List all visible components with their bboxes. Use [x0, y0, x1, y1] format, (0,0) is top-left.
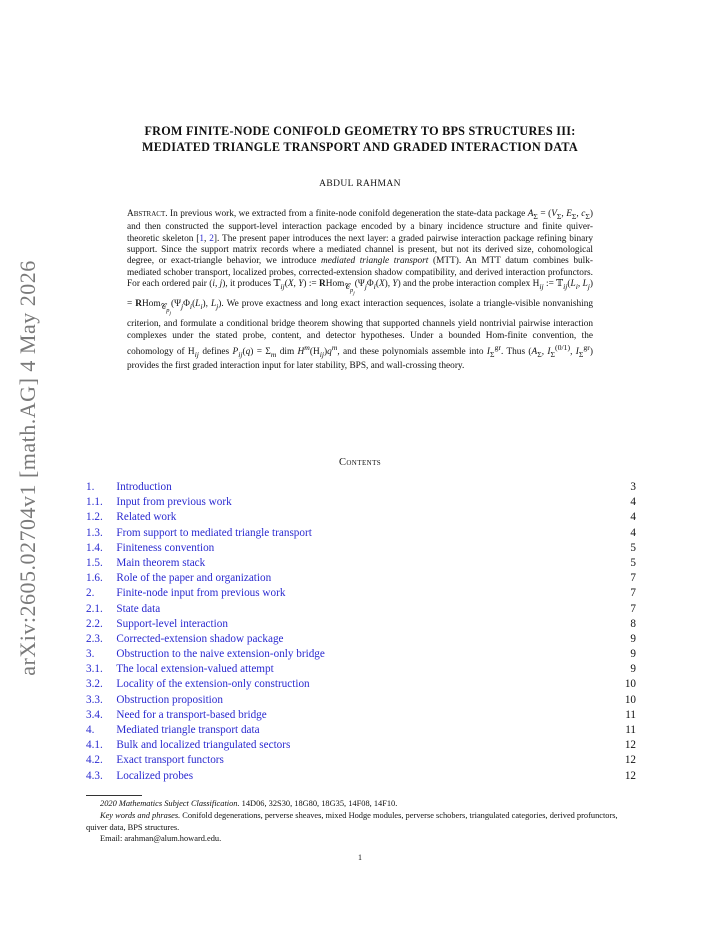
email-footnote[interactable]: Email: arahman@alum.howard.edu. [100, 834, 222, 844]
toc-entry-page: 7 [630, 587, 636, 600]
toc-entry-number: 3.3. [86, 693, 103, 706]
toc-entry-number: 3. [86, 648, 95, 661]
contents-heading: Contents [338, 457, 382, 468]
toc-entry-page: 11 [625, 724, 636, 736]
toc-entry-page: 7 [630, 572, 636, 585]
toc-entry-page: 4 [630, 526, 636, 539]
toc-entry-link[interactable] [86, 662, 274, 677]
toc-entry-title: Exact transport functors [116, 754, 224, 767]
footnotes [86, 798, 636, 845]
toc-entry-title: Role of the paper and organization [116, 572, 272, 585]
toc-entry[interactable] [86, 602, 636, 617]
toc-entry-number: 1.5. [86, 556, 103, 569]
toc-entry-number: 4. [86, 724, 95, 736]
keywords-footnote [86, 810, 636, 834]
toc-entry-title: Obstruction to the naive extension-only bridge [116, 648, 325, 661]
toc-entry-number: 2.3. [86, 632, 103, 645]
toc-entry[interactable] [86, 526, 636, 541]
toc-entry-page: 7 [630, 602, 636, 615]
page-number: 1 [358, 853, 362, 862]
toc-entry-title: Localized probes [116, 769, 194, 782]
citation-2[interactable]: 2 [209, 233, 214, 244]
toc-entry-number: 1.4. [86, 541, 103, 554]
arxiv-identifier [8, 248, 48, 688]
toc-entry[interactable] [86, 753, 636, 768]
toc-entry-link[interactable] [86, 693, 223, 708]
toc-entry-number: 1.6. [86, 572, 103, 585]
toc-entry-page: 4 [630, 511, 636, 524]
arxiv-identifier-text: arXiv:2605.02704v1 [math.AG] 4 May 2026 [15, 260, 40, 676]
toc-entry-number: 3.2. [86, 678, 103, 691]
toc-entry[interactable] [86, 723, 636, 738]
toc-entry-title: Related work [116, 511, 177, 524]
toc-entry-title: Finite-node input from previous work [116, 587, 286, 600]
table-of-contents [86, 480, 636, 784]
toc-entry-page: 10 [624, 678, 636, 691]
toc-entry-number: 4.1. [86, 739, 103, 752]
toc-entry-number: 1. [86, 481, 95, 493]
msc-codes: 14D06, 32S30, 18G80, 18G35, 14F08, 14F10. [241, 799, 398, 808]
toc-entry-number: 4.3. [86, 769, 103, 782]
toc-entry-number: 2.1. [86, 602, 103, 615]
toc-entry[interactable] [86, 693, 636, 708]
toc-entry[interactable] [86, 617, 636, 632]
toc-entry-link[interactable] [86, 571, 271, 586]
toc-entry-page: 4 [630, 496, 636, 509]
toc-entry-page: 12 [624, 754, 636, 767]
toc-entry-link[interactable] [86, 738, 290, 753]
toc-entry-number: 2. [86, 587, 95, 600]
toc-entry[interactable] [86, 769, 636, 784]
toc-entry-number: 2.2. [86, 617, 103, 630]
toc-entry[interactable] [86, 541, 636, 556]
toc-entry[interactable] [86, 708, 636, 723]
author: ABDUL RAHMAN [319, 179, 401, 189]
toc-entry[interactable] [86, 556, 636, 571]
toc-entry-link[interactable] [86, 602, 160, 617]
toc-entry-page: 12 [624, 769, 636, 782]
toc-entry[interactable] [86, 510, 636, 525]
abstract-heading: Abstract. [127, 209, 168, 219]
toc-entry-title: State data [116, 602, 161, 615]
toc-entry-link[interactable] [86, 510, 176, 525]
toc-entry-title: Obstruction proposition [116, 693, 223, 706]
toc-entry[interactable] [86, 677, 636, 692]
toc-entry-link[interactable] [86, 495, 232, 510]
toc-entry-title: Finiteness convention [116, 541, 215, 554]
toc-entry-link[interactable] [86, 647, 325, 662]
toc-entry-title: Corrected-extension shadow package [116, 632, 284, 645]
toc-entry[interactable] [86, 662, 636, 677]
toc-entry-page: 12 [624, 739, 636, 752]
citation-1[interactable]: 1 [199, 233, 205, 244]
toc-entry-title: Introduction [116, 481, 172, 493]
toc-entry-page: 5 [630, 541, 636, 554]
keywords-text: Conifold degenerations, perverse sheaves, mixed Hodge modules, perverse schobers, triangulated categories, derived profunctors, quiver data, BPS structures. [86, 810, 618, 832]
toc-entry-link[interactable] [86, 677, 310, 692]
toc-entry-link[interactable] [86, 556, 205, 571]
toc-entry-title: Main theorem stack [116, 556, 206, 569]
toc-entry-link[interactable] [86, 708, 267, 723]
title-line-2: MEDIATED TRIANGLE TRANSPORT AND GRADED INTERACTION DATA [142, 140, 578, 154]
toc-entry-number: 4.2. [86, 754, 103, 767]
toc-entry-page: 11 [625, 708, 636, 721]
toc-entry[interactable] [86, 571, 636, 586]
toc-entry-page: 9 [630, 648, 636, 661]
toc-entry-title: From support to mediated triangle transport [116, 526, 312, 539]
toc-entry-page: 9 [630, 632, 636, 645]
toc-entry[interactable] [86, 586, 636, 601]
toc-entry-title: Bulk and localized triangulated sectors [116, 739, 291, 752]
toc-entry-link[interactable] [86, 723, 260, 738]
toc-entry[interactable] [86, 647, 636, 662]
toc-entry-link[interactable] [86, 586, 285, 601]
toc-entry-page: 9 [630, 663, 636, 676]
keywords-label: Key words and phrases. [100, 810, 181, 820]
toc-entry-link[interactable] [86, 769, 193, 784]
toc-entry-title: The local extension-valued attempt [116, 663, 274, 676]
title-line-1: FROM FINITE-NODE CONIFOLD GEOMETRY TO BPS STRUCTURES III: [144, 124, 576, 138]
toc-entry-title: Need for a transport-based bridge [116, 708, 267, 721]
footnote-rule [86, 795, 142, 796]
toc-entry[interactable] [86, 632, 636, 647]
toc-entry-number: 3.1. [86, 663, 103, 676]
toc-entry-link[interactable] [86, 526, 312, 541]
toc-entry-number: 1.1. [86, 496, 103, 509]
paper-title [80, 123, 640, 155]
toc-entry-link[interactable] [86, 632, 284, 647]
toc-entry-number: 1.2. [86, 511, 103, 524]
toc-entry-title: Support-level interaction [116, 617, 228, 630]
toc-entry-title: Mediated triangle transport data [116, 724, 260, 736]
abstract: Abstract. In previous work, we extracted from a finite-node conifold degeneration the state-data package $A_\Sigma = (V_\Sigma$, $E_\Sigma$, $c_\Sigma$) and then constructed the support-level interaction package encoded by a binary incidence structure and finite quiver-theoretic skeleton [1, 2]. The present paper introduces the next layer: a graded pairwise interaction package refining binary support. Since the support matrix records where a mediated channel is present, but not its derived size, cohomological degree, or exact-triangle behavior, we introduce mediated triangle transport (MTT). An MTT datum combines bulk-mediated schober transport, localized probes, corrected-extension shadow compatibility, and derived interaction profunctors. For each ordered pair (i, j), it produces 𝕋$_{ij}$(X, Y) := $RHom_{𝒞_{p_j}}(\Psi_j\Phi_i(X)$, Y) and the probe interaction complex $H_{ij}$ := $𝕋_{ij}(L_i$, $L_j$) = $RHom_{𝒞_{p_j}}(\Psi_j\Phi_i(L_i)$, $L_j$). We prove exactness and long exact interaction sequences, isolate a triangle-visible nonvanishing criterion, and formulate a conditional bridge theorem showing that supported channels yield nontrivial pairwise interaction complexes under the stated probe, content, and detector hypotheses. Under a bounded Hom-finite convention, the cohomology of $H_{ij}$ defines $P_{ij}(q) = \Sigma_m$ dim $H^m(H_{ij})q^m$, and these polynomials assemble into $I_\Sigma^{gr}$. Thus ($A_\Sigma$, $I_\Sigma^{(0/1)}$, $I_\Sigma^{gr}$) provides the first graded interaction input for later stability, BPS, and wall-crossing theory. [127, 209, 594, 371]
toc-entry-page: 10 [624, 693, 636, 706]
toc-entry-number: 3.4. [86, 708, 103, 721]
toc-entry-link[interactable] [86, 480, 172, 495]
toc-entry-title: Input from previous work [116, 496, 232, 509]
toc-entry[interactable] [86, 738, 636, 753]
toc-entry-link[interactable] [86, 753, 224, 768]
toc-entry-page: 5 [630, 556, 636, 569]
toc-entry[interactable] [86, 480, 636, 495]
msc-footnote [86, 798, 636, 810]
toc-entry-title: Locality of the extension-only construction [116, 678, 310, 691]
toc-entry-page: 3 [630, 481, 636, 493]
toc-entry[interactable] [86, 495, 636, 510]
msc-label: 2020 Mathematics Subject Classification. [100, 799, 240, 808]
toc-entry-link[interactable] [86, 541, 214, 556]
toc-entry-number: 1.3. [86, 526, 103, 539]
toc-entry-page: 8 [630, 617, 636, 630]
toc-entry-link[interactable] [86, 617, 228, 632]
